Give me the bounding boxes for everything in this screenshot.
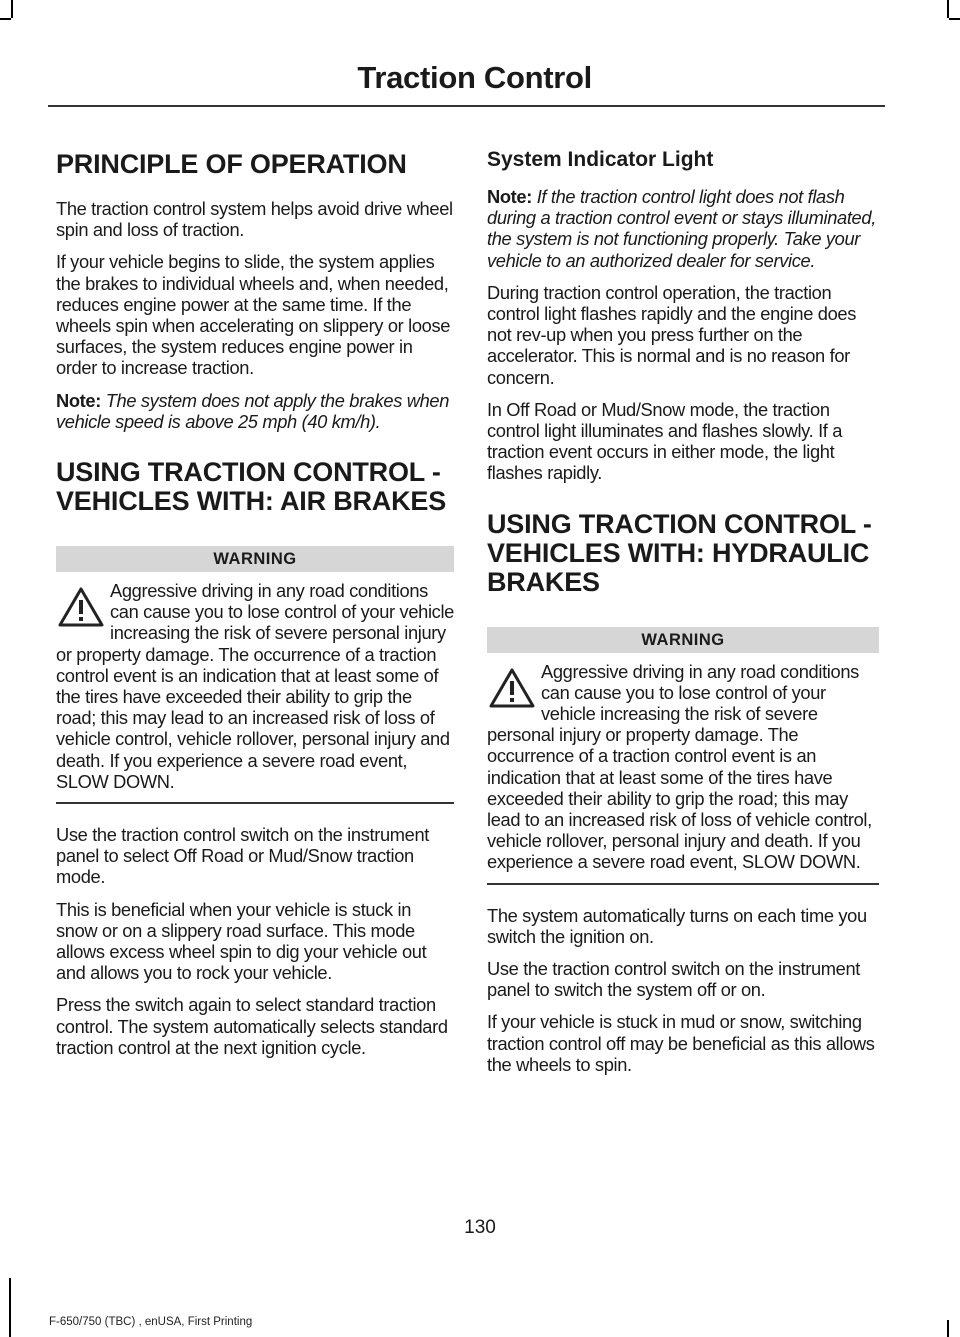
- section-heading-line: BRAKES: [487, 566, 600, 597]
- crop-mark: [0, 18, 11, 20]
- warning-body: [56, 572, 454, 792]
- paragraph: Press the switch again to select standard traction control. The system automatically selects standard traction control at the next ignition cycle.: [56, 994, 448, 1058]
- section-heading-line: USING TRACTION CONTROL -: [56, 457, 441, 488]
- crop-mark: [9, 1278, 11, 1337]
- paragraph: Use the traction control switch on the instrument panel to switch the system off or on.: [487, 958, 861, 1001]
- note-label: Note:: [487, 186, 532, 207]
- crop-mark: [11, 0, 13, 18]
- paragraph: This is beneficial when your vehicle is stuck in snow or on a slippery road surface. This mode allows excess wheel spin to dig your vehicle out and allows you to rock your vehicle.: [56, 898, 427, 984]
- paragraph: If your vehicle is stuck in mud or snow, switching traction control off may be beneficial as this allows the wheels to spin.: [487, 1011, 875, 1075]
- right-column: [487, 148, 879, 1086]
- warning-triangle-icon: [58, 586, 104, 628]
- warning-label: WARNING: [487, 627, 879, 653]
- edition-footer: F-650/750 (TBC) , enUSA, First Printing: [49, 1316, 253, 1328]
- page-title: Traction Control: [357, 60, 592, 95]
- section-heading: [487, 508, 879, 599]
- warning-divider: [56, 802, 454, 804]
- note: [56, 390, 454, 432]
- warning-divider: [487, 883, 879, 885]
- section-heading-line: PRINCIPLE OF OPERATION: [56, 149, 407, 179]
- paragraph: If your vehicle begins to slide, the system applies the brakes to individual wheels and, when needed, reduces engine power at the same time. If the wheels spin when accelerating on slippery or loose surfaces, the system reduces engine power in order to increase traction.: [56, 251, 451, 379]
- crop-mark: [947, 0, 949, 18]
- paragraph: During traction control operation, the traction control light flashes rapidly and the engine does not rev-up when you press further on the accelerator. This is normal and is no reason for concern.: [487, 281, 857, 388]
- warning-text: Aggressive driving in any road conditions can cause you to lose control of your vehicle increasing the risk of severe personal injury or property damage. The occurrence of a traction control event is an indication that at least some of the tires have exceeded their ability to grip the road; this may lead to an increased risk of loss of vehicle control, vehicle rollover, personal injury and death. If you experience a severe road event, SLOW DOWN.: [487, 660, 872, 873]
- left-column: [56, 148, 454, 1069]
- note: [487, 186, 879, 271]
- crop-mark: [949, 18, 960, 20]
- section-heading: [56, 456, 454, 518]
- page-number: 130: [464, 1217, 496, 1238]
- paragraph: Use the traction control switch on the instrument panel to select Off Road or Mud/Snow traction mode.: [56, 824, 430, 888]
- warning-triangle-icon: [489, 667, 535, 709]
- warning-box: [56, 546, 454, 804]
- paragraph: In Off Road or Mud/Snow mode, the traction control light illuminates and flashes slowly. If a traction event occurs in either mode, the light flashes rapidly.: [487, 398, 843, 484]
- note-text: If the traction control light does not flash during a traction control event or stays illuminated, the system is not functioning properly. Take your vehicle to an authorized dealer for service.: [487, 186, 876, 271]
- section-heading-line: VEHICLES WITH: AIR BRAKES: [56, 486, 447, 517]
- subsection-heading: System Indicator Light: [487, 148, 714, 171]
- section-heading-line: USING TRACTION CONTROL -: [487, 508, 872, 539]
- warning-box: [487, 627, 879, 885]
- warning-label: WARNING: [56, 546, 454, 572]
- section-heading: [56, 148, 454, 181]
- note-label: Note:: [56, 389, 101, 411]
- section-heading-line: VEHICLES WITH: HYDRAULIC: [487, 537, 870, 568]
- warning-body: [487, 653, 879, 873]
- crop-mark: [947, 1320, 949, 1337]
- paragraph: The system automatically turns on each time you switch the ignition on.: [487, 904, 867, 947]
- paragraph: The traction control system helps avoid drive wheel spin and loss of traction.: [56, 198, 453, 241]
- header-divider: [48, 105, 885, 107]
- warning-text: Aggressive driving in any road conditions can cause you to lose control of your vehicle increasing the risk of severe personal injury or property damage. The occurrence of a traction control event is an indication that at least some of the tires have exceeded their ability to grip the road; this may lead to an increased risk of loss of vehicle control, vehicle rollover, personal injury and death. If you experience a severe road event, SLOW DOWN.: [56, 580, 454, 792]
- note-text: The system does not apply the brakes when vehicle speed is above 25 mph (40 km/h).: [56, 389, 450, 432]
